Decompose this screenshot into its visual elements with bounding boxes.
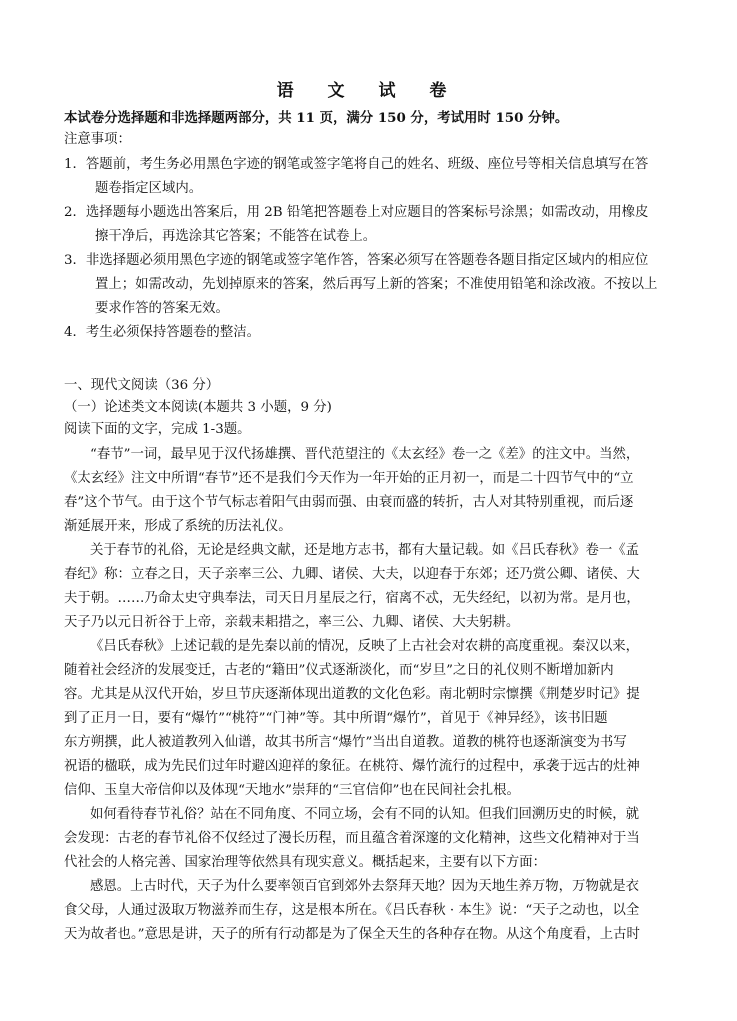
notice-item: 擦干净后，再选涂其它答案；不能答在试卷上。 (95, 229, 377, 244)
body-line: 随着社会经济的发展变迁，古老的“籍田”仪式逐渐淡化，而“岁旦”之日的礼仪则不断增加新内 (64, 663, 614, 678)
body-line: 春纪》称：立春之日，天子亲率三公、九卿、诸侯、大夫，以迎春于东郊；还乃赏公卿、诸侯、大 (64, 567, 640, 582)
body-line: 会发现：古老的春节礼俗不仅经过了漫长历程，而且蕴含着深邃的文化精神，这些文化精神对于当 (64, 831, 640, 846)
notice-item: 1．答题前，考生务必用黑色字迹的钢笔或签字笔将自己的姓名、班级、座位号等相关信息填写在答 (64, 157, 649, 172)
body-line: 关于春节的礼俗，无论是经典文献，还是地方志书，都有大量记载。如《吕氏春秋》卷一《孟 (90, 543, 640, 558)
notice-heading: 注意事项： (64, 132, 131, 147)
body-line: 天子乃以元日祈谷于上帝，亲载耒耜措之，率三公、九卿、诸侯、大夫躬耕。 (64, 615, 520, 630)
body-line: 天为故者也。”意思是讲，天子的所有行动都是为了保全天生的各种存在物。从这个角度看，上古时 (64, 927, 640, 942)
body-line: 食父母，人通过汲取万物滋养而生存，这是根本所在。《吕氏春秋 · 本生》说：“天子之动也，以全 (64, 903, 640, 918)
body-line: 如何看待春节礼俗？站在不同角度、不同立场，会有不同的认知。但我们回溯历史的时候，就 (90, 807, 640, 822)
body-line: 东方朔撰，此人被道教列入仙谱，故其书所言“爆竹”当出自道教。道教的桃符也逐渐演变为书写 (64, 735, 627, 750)
notice-item: 2．选择题每小题选出答案后，用 2B 铅笔把答题卷上对应题目的答案标号涂黑；如需改动，用橡皮 (64, 205, 649, 220)
body-line: 夫于朝。……乃命太史守典奉法，司天日月星辰之行，宿离不忒，无失经纪，以初为常。是月也， (64, 591, 640, 606)
exam-title: 语 文 试 卷 (276, 81, 461, 101)
body-line: 《太玄经》注文中所谓“春节”还不是我们今天作为一年开始的正月初一，而是二十四节气中的“立 (64, 471, 634, 486)
body-line: 感恩。上古时代，天子为什么要率领百官到郊外去祭拜天地？因为天地生养万物，万物就是衣 (90, 879, 640, 894)
body-line: 信仰、玉皇大帝信仰以及体现“天地水”崇拜的“三官信仰”也在民间社会扎根。 (64, 783, 520, 798)
body-line: 容。尤其是从汉代开始，岁旦节庆逐渐体现出道教的文化色彩。南北朝时宗懔撰《荆楚岁时记》提 (64, 687, 640, 702)
exam-intro: 本试卷分选择题和非选择题两部分，共 11 页，满分 150 分，考试用时 150 分钟。 (64, 110, 569, 126)
notice-item: 4．考生必须保持答题卷的整洁。 (64, 325, 260, 340)
body-line: 渐延展开来，形成了系统的历法礼仪。 (64, 519, 292, 534)
notice-item: 3．非选择题必须用黑色字迹的钢笔或签字笔作答，答案必须写在答题卷各题目指定区域内的相应位 (64, 253, 649, 268)
body-line: 《吕氏春秋》上述记载的是先秦以前的情况，反映了上古社会对农耕的高度重视。秦汉以来， (90, 639, 640, 654)
notice-item: 要求作答的答案无效。 (95, 301, 229, 316)
body-line: 春”这个节气。由于这个节气标志着阳气由弱而强、由衰而盛的转折，古人对其特别重视，而后逐 (64, 495, 634, 510)
section-heading: 一、现代文阅读（36 分） (64, 378, 220, 393)
notice-item: 置上；如需改动，先划掉原来的答案，然后再写上新的答案；不准使用铅笔和涂改液。不按以上 (95, 277, 658, 292)
reading-instruction: 阅读下面的文字，完成 1-3题。 (64, 422, 251, 437)
subsection-heading: （一）论述类文本阅读(本题共 3 小题，9 分) (64, 400, 332, 415)
body-line: 到了正月一日，要有“爆竹”“桃符”“门神”等。其中所谓“爆竹”，首见于《神异经》，该书旧题 (64, 711, 608, 726)
notice-item: 题卷指定区域内。 (95, 181, 203, 196)
body-line: 代社会的人格完善、国家治理等依然具有现实意义。概括起来，主要有以下方面： (64, 855, 547, 870)
body-line: “春节”一词，最早见于汉代扬雄撰、晋代范望注的《太玄经》卷一之《差》的注文中。当然， (90, 447, 640, 462)
body-line: 祝语的楹联，成为先民们过年时避凶迎祥的象征。在桃符、爆竹流行的过程中，承袭于远古的灶神 (64, 759, 640, 774)
